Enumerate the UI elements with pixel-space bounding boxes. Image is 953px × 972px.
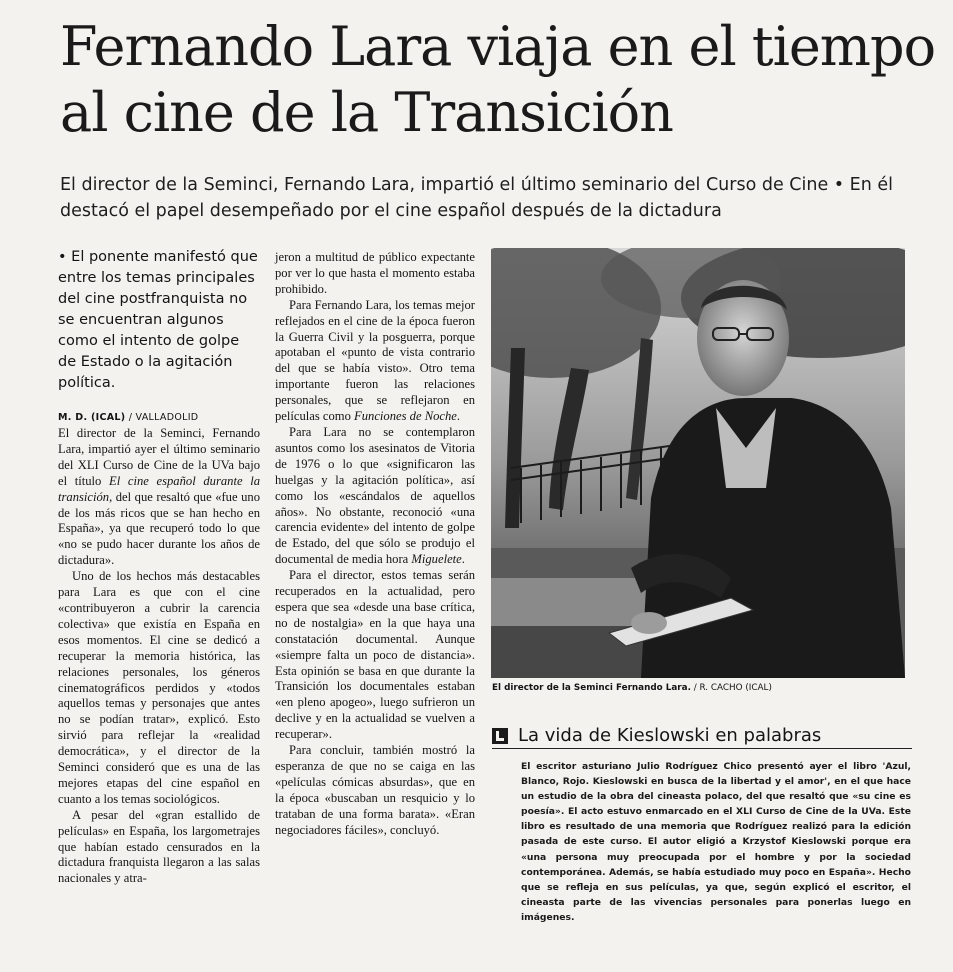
article-paragraph: Para concluir, también mostró la esperanza de que no se caiga en las «películas cómicas absurdas», que en la época «buscaban un resquicio y lo trataban de una forma barata». «Eran negociadores fáciles», concluyó. [275, 743, 475, 837]
caption-text: El director de la Seminci Fernando Lara. [492, 683, 691, 693]
sidebar-title: La vida de Kieslowski en palabras [518, 725, 822, 746]
article-paragraph [275, 298, 475, 425]
sidebar-marker-icon [492, 728, 508, 744]
text-run: . [461, 552, 465, 567]
photo-illustration [491, 248, 905, 678]
text-run: . [456, 409, 461, 424]
byline-location: / VALLADOLID [128, 412, 199, 423]
article-paragraph [275, 425, 475, 568]
lead-highlight: • El ponente manifestó que entre los temas principales del cine postfranquista no se encuentran algunos como el intento de golpe de Estado o la agitación política. [58, 249, 258, 391]
text-run: , del que resaltó que «fue uno de los más ricos que se han hecho en España», ya que recuperó todo lo que «no se pudo hacer durante los años de dictadura». [58, 489, 260, 568]
article-column-2 [275, 250, 475, 839]
photo-credit: / R. CACHO (ICAL) [693, 683, 772, 693]
article-paragraph: Para el director, estos temas serán recuperados en la actualidad, pero espera que sea «desde una base crítica, no de nostalgia» en la que haya una constatación documental. Aunque «siempre falta un poco de distancia». Esta opinión se basa en que durante la Transición los documentales estaban «en pleno apogeo», luego sufrieron un declive y en la actualidad se vuelven a recuperar». [275, 568, 475, 742]
headline: Fernando Lara viaja en el tiempo al cine de la Transición [60, 15, 936, 144]
sidebar-header [492, 726, 912, 749]
article-column-1 [58, 426, 260, 887]
article-photo [491, 248, 905, 678]
article-paragraph: Uno de los hechos más destacables para Lara es que con el cine «contribuyeron a cubrir la carencia colectiva» que existía en España en esos momentos. El cine se dedicó a recuperar la memoria histórica, las relaciones personales, los géneros cinematográficos perdidos y «todos aquellos temas y personajes que antes no se podían tratar», explicó. Esto sirvió para reflejar la «realidad democrática», y el director de la Seminci consideró que es una de las mejores etapas del cine español en cuanto a los temas sociológicos. [58, 569, 260, 806]
photo-caption [492, 683, 912, 693]
film-title: Funciones de Noche [354, 409, 457, 424]
sidebar-body: El escritor asturiano Julio Rodríguez Chico presentó ayer el libro 'Azul, Blanco, Rojo. Kieslowski en busca de la libertad y el amor', en el que hace un estudio de la obra del cineasta polaco, del que resaltó que «su cine es poesía». El acto estuvo enmarcado en el XLI Curso de Cine de la UVa. Este libro es resultado de una memoria que Rodríguez realizó para la edición pasada de este curso. El autor eligió a Krzystof Kieslowski porque era «una persona muy preocupada por el hombre y por la sociedad contemporánea. Además, se había estudiado muy poco en España». Hecho que se refleja en sus películas, ya que, según explicó el escritor, el cineasta parte de las vivencias personales para ponerlas luego en imágenes. [521, 761, 911, 923]
film-title: Miguelete [411, 552, 462, 567]
seminar-title: El cine español durante la transición [58, 473, 260, 504]
byline-author: M. D. (ICAL) [58, 412, 126, 423]
article-paragraph: A pesar del «gran estallido de películas» en España, los largometrajes que habían estado censurados en la dictadura franquista llegaron a las salas nacionales y atra- [58, 807, 260, 886]
article-paragraph [58, 426, 260, 569]
byline [58, 412, 258, 423]
article-paragraph: jeron a multitud de público expectante por ver lo que hasta el momento estaba prohibido. [275, 250, 475, 296]
text-run: El director de la Seminci, Fernando Lara, impartió ayer el último seminario del XLI Curso de Cine de la UVa bajo el título [58, 426, 260, 488]
subtitle: El director de la Seminci, Fernando Lara, impartió el último seminario del Curso de Cine • En él destacó el papel desempeñado por el cine español después de la dictadura [60, 175, 894, 221]
text-run: Para Fernando Lara, los temas mejor reflejados en el cine de la época fueron la Guerra Civil y la posguerra, porque apotaban el «punto de vista contrario del que se había visto». Otro tema importante fueron las relaciones personales, que se reflejaron en películas como [275, 297, 475, 424]
text-run: Para Lara no se contemplaron asuntos como los asesinatos de Vitoria de 1976 o lo que «significaron las huelgas y la agitación política», así como los «escándalos de aquellos años». No obstante, reconoció «una carencia evidente» del intento de golpe de Estado, del que sólo se produjo el documental de media hora [275, 424, 475, 567]
